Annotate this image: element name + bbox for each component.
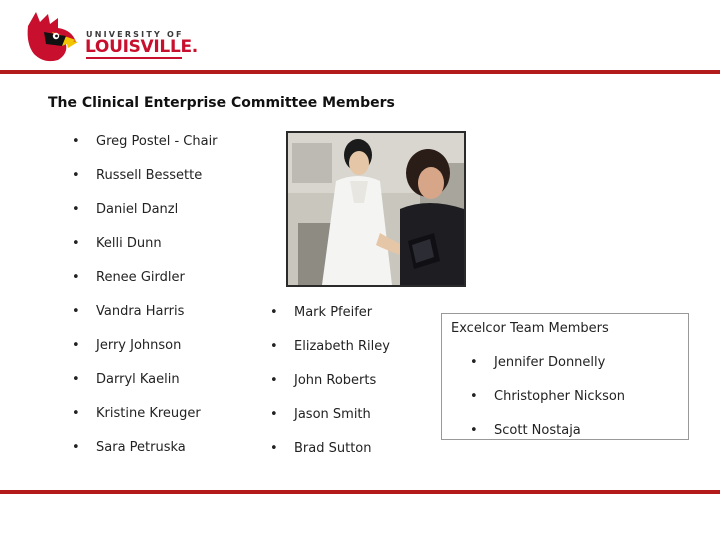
excelcor-team-box <box>441 313 689 440</box>
university-logo <box>22 10 202 70</box>
list-item: • Kelli Dunn <box>68 235 218 269</box>
list-item: • John Roberts <box>266 372 390 406</box>
page-title: The Clinical Enterprise Committee Members <box>48 95 395 111</box>
list-item: • Sara Petruska <box>68 439 218 473</box>
excelcor-team-list <box>466 354 625 456</box>
excelcor-team-title: Excelcor Team Members <box>451 321 609 336</box>
list-item: • Christopher Nickson <box>466 388 625 422</box>
committee-list-left <box>68 133 218 473</box>
logo-university-text: UNIVERSITY OF <box>86 30 184 39</box>
list-item: • Mark Pfeifer <box>266 304 390 338</box>
list-item: • Elizabeth Riley <box>266 338 390 372</box>
list-item: • Renee Girdler <box>68 269 218 303</box>
header-divider <box>0 70 720 74</box>
clinic-photo-illustration <box>288 133 464 285</box>
list-item: • Kristine Kreuger <box>68 405 218 439</box>
list-item: • Greg Postel - Chair <box>68 133 218 167</box>
logo-underline <box>86 57 182 59</box>
list-item: • Daniel Danzl <box>68 201 218 235</box>
list-item: • Russell Bessette <box>68 167 218 201</box>
list-item: • Vandra Harris <box>68 303 218 337</box>
list-item: • Jennifer Donnelly <box>466 354 625 388</box>
logo-louisville-text: LOUISVILLE. <box>85 37 198 57</box>
committee-list-middle <box>266 304 390 474</box>
list-item: • Scott Nostaja <box>466 422 625 456</box>
list-item: • Jerry Johnson <box>68 337 218 371</box>
footer-divider <box>0 490 720 494</box>
list-item: • Darryl Kaelin <box>68 371 218 405</box>
clinic-photo <box>286 131 466 287</box>
list-item: • Jason Smith <box>266 406 390 440</box>
list-item: • Brad Sutton <box>266 440 390 474</box>
cardinal-bird-icon <box>22 10 82 66</box>
